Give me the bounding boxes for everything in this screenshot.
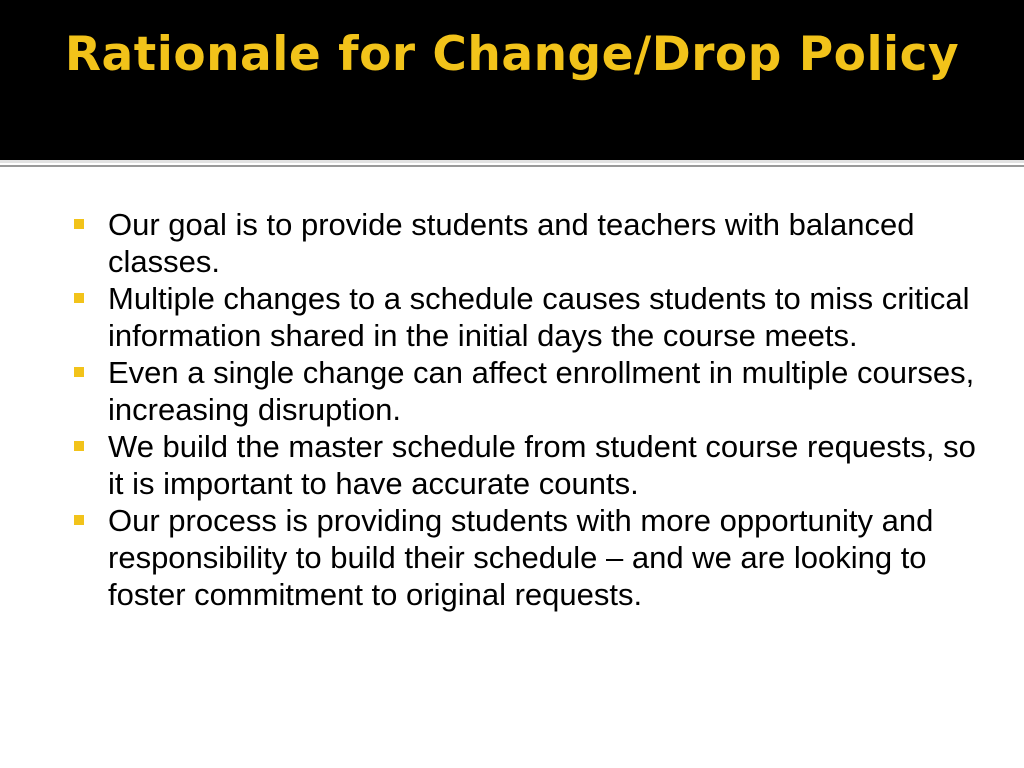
- title-divider-dark: [0, 165, 1024, 167]
- bullet-item: [72, 280, 992, 354]
- bullet-item: [72, 354, 992, 428]
- square-bullet-icon: [74, 293, 84, 303]
- square-bullet-icon: [74, 515, 84, 525]
- square-bullet-icon: [74, 441, 84, 451]
- bullet-list: [72, 206, 992, 613]
- title-divider-light: [0, 160, 1024, 163]
- slide-title: Rationale for Change/Drop Policy: [64, 27, 960, 82]
- bullet-text: Multiple changes to a schedule causes students to miss critical information shared in the initial days the course meets.: [108, 281, 970, 353]
- bullet-item: [72, 428, 992, 502]
- square-bullet-icon: [74, 367, 84, 377]
- square-bullet-icon: [74, 219, 84, 229]
- bullet-text: Our goal is to provide students and teachers with balanced classes.: [108, 207, 915, 279]
- bullet-text: We build the master schedule from student course requests, so it is important to have accurate counts.: [108, 429, 976, 501]
- bullet-item: [72, 502, 992, 613]
- slide-body: [72, 206, 992, 613]
- bullet-text: Our process is providing students with more opportunity and responsibility to build their schedule – and we are looking to foster commitment to original requests.: [108, 503, 934, 612]
- bullet-text: Even a single change can affect enrollment in multiple courses, increasing disruption.: [108, 355, 975, 427]
- title-bar: [0, 0, 1024, 160]
- bullet-item: [72, 206, 992, 280]
